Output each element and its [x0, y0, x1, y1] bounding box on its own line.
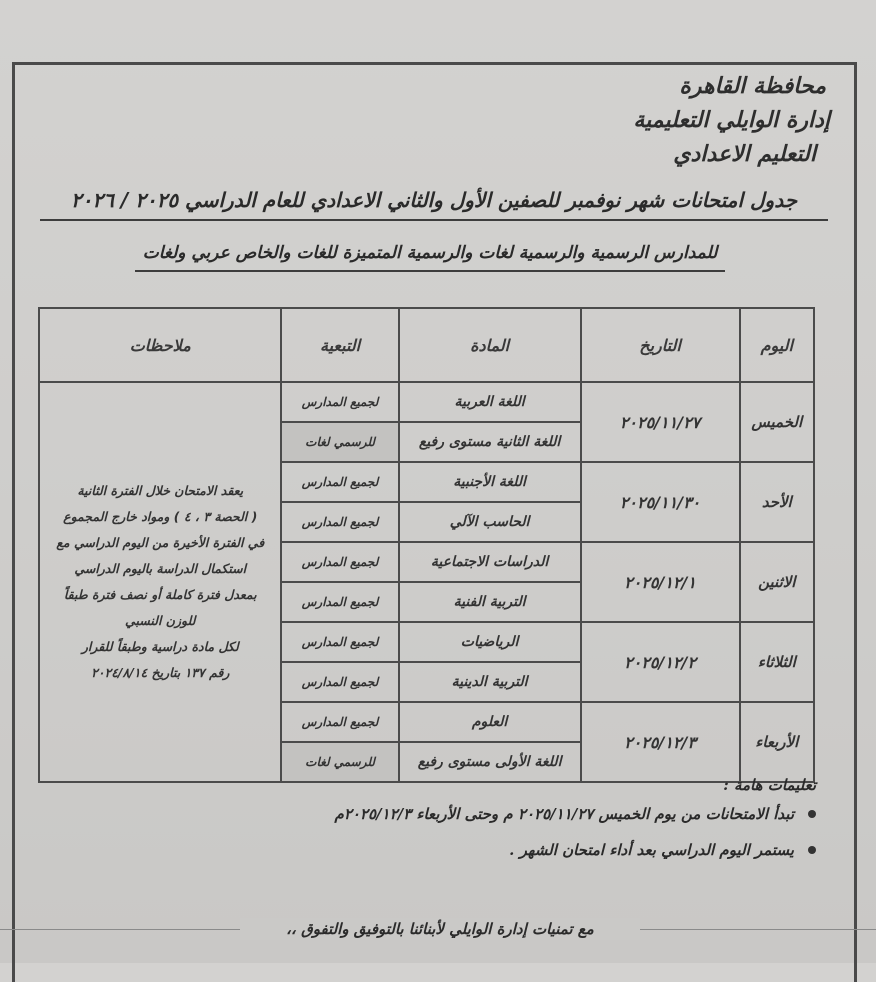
header-date: التاريخ [581, 308, 740, 382]
notes-line: استكمال الدراسة باليوم الدراسي [74, 561, 247, 576]
header-notes: ملاحظات [39, 308, 281, 382]
governorate-label: محافظة القاهرة [679, 74, 826, 99]
bullet-icon [808, 846, 816, 854]
affiliation-cell: لجميع المدارس [281, 382, 398, 422]
notes-line: في الفترة الأخيرة من اليوم الدراسي مع [56, 535, 265, 550]
instructions-section [116, 776, 816, 876]
administration-label: إدارة الوايلي التعليمية [633, 108, 830, 133]
affiliation-cell: لجميع المدارس [281, 462, 398, 502]
subject-cell: العلوم [399, 702, 581, 742]
stage-label: التعليم الاعدادي [673, 142, 816, 167]
document-header [506, 70, 830, 172]
subject-cell: الدراسات الاجتماعية [399, 542, 581, 582]
day-cell: الأحد [740, 462, 814, 542]
affiliation-cell: لجميع المدارس [281, 502, 398, 542]
date-cell: ٢٠٢٥/١١/٢٧ [581, 382, 740, 462]
affiliation-cell: لجميع المدارس [281, 662, 398, 702]
table-row [39, 382, 814, 422]
day-cell: الثلاثاء [740, 622, 814, 702]
subject-cell: اللغة الأولى مستوى رفيع [399, 742, 581, 782]
instruction-item [116, 804, 794, 824]
instructions-list [116, 804, 816, 860]
header-day: اليوم [740, 308, 814, 382]
date-cell: ٢٠٢٥/١١/٣٠ [581, 462, 740, 542]
subject-cell: التربية الفنية [399, 582, 581, 622]
header-subject: المادة [399, 308, 581, 382]
day-cell: الاثنين [740, 542, 814, 622]
header-affiliation: التبعية [281, 308, 398, 382]
notes-line: بمعدل فترة كاملة أو نصف فترة طبقاً [63, 587, 257, 602]
subject-cell: اللغة العربية [399, 382, 581, 422]
subject-cell: الحاسب الآلي [399, 502, 581, 542]
instruction-item [116, 840, 794, 860]
exam-schedule-table [38, 307, 815, 783]
affiliation-cell: للرسمي لغات [281, 422, 398, 462]
instruction-text: تبدأ الامتحانات من يوم الخميس ٢٠٢٥/١١/٢٧ م وحتى الأربعاء ٢٠٢٥/١٢/٣م [334, 805, 794, 823]
date-cell: ٢٠٢٥/١٢/٣ [581, 702, 740, 782]
notes-line: يعقد الامتحان خلال الفترة الثانية [77, 483, 244, 498]
day-cell: الخميس [740, 382, 814, 462]
notes-line: رقم ١٣٧ بتاريخ ٢٠٢٤/٨/١٤ [91, 665, 230, 680]
subject-cell: اللغة الأجنبية [399, 462, 581, 502]
document-title: جدول امتحانات شهر نوفمبر للصفين الأول والثاني الاعدادي للعام الدراسي ٢٠٢٥ / ٢٠٢٦ [40, 185, 828, 221]
instructions-title: تعليمات هامة : [723, 776, 816, 794]
document-subtitle: للمدارس الرسمية والرسمية لغات والرسمية المتميزة للغات والخاص عربي ولغات [135, 240, 725, 272]
notes-line: لكل مادة دراسية وطبقاً للقرار [81, 639, 239, 654]
closing-remark: مع تمنيات إدارة الوايلي لأبنائنا بالتوفيق والتفوق ،، [240, 918, 640, 940]
subject-cell: الرياضيات [399, 622, 581, 662]
date-cell: ٢٠٢٥/١٢/٢ [581, 622, 740, 702]
affiliation-cell: لجميع المدارس [281, 702, 398, 742]
notes-line: ( الحصة ٣ ، ٤ ) ومواد خارج المجموع [63, 509, 258, 524]
notes-line: للوزن النسبي [125, 613, 196, 628]
affiliation-cell: لجميع المدارس [281, 582, 398, 622]
instruction-text: يستمر اليوم الدراسي بعد أداء امتحان الشهر . [509, 841, 794, 859]
affiliation-cell: لجميع المدارس [281, 622, 398, 662]
notes-cell [39, 382, 281, 782]
subject-cell: التربية الدينية [399, 662, 581, 702]
date-cell: ٢٠٢٥/١٢/١ [581, 542, 740, 622]
affiliation-cell: للرسمي لغات [281, 742, 398, 782]
table-header-row [39, 308, 814, 382]
subject-cell: اللغة الثانية مستوى رفيع [399, 422, 581, 462]
day-cell: الأربعاء [740, 702, 814, 782]
bullet-icon [808, 810, 816, 818]
affiliation-cell: لجميع المدارس [281, 542, 398, 582]
